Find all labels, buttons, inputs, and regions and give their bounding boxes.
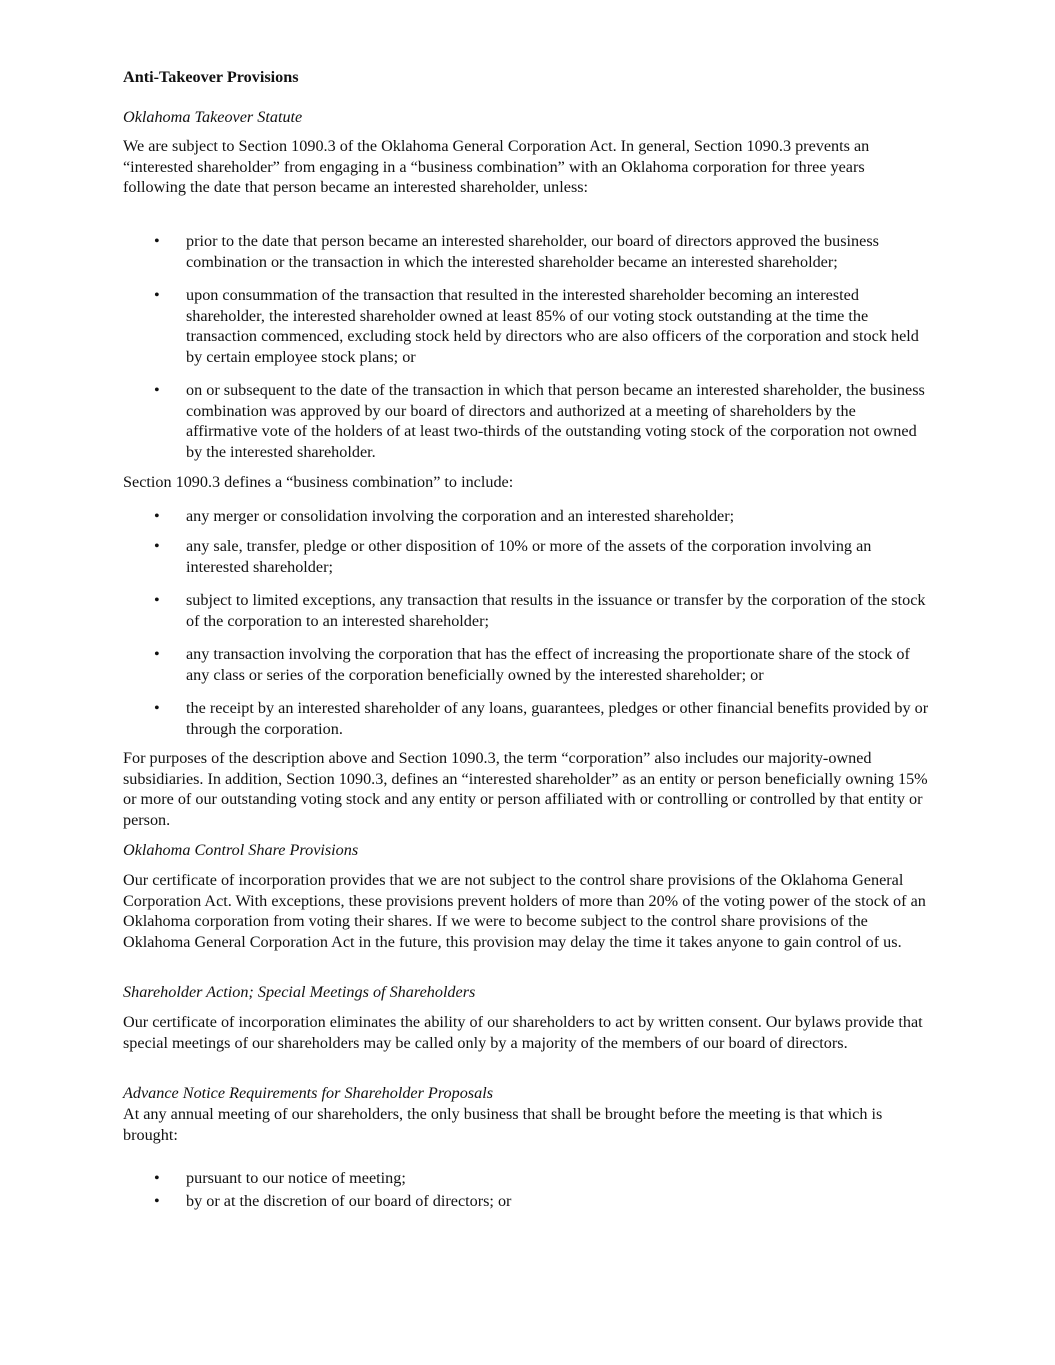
- control-share-paragraph: Our certificate of incorporation provides that we are not subject to the control share provisions of the Oklahoma General Corporation Act. With exceptions, these provisions prevent holders of more than 20% of the voting power of the stock of an Oklahoma corporation from voting their shares. If we were to become subject to the control share provisions of the Oklahoma General Corporation Act in the future, this provision may delay the time it takes anyone to gain control of us.: [123, 871, 926, 951]
- closing-paragraph: For purposes of the description above and Section 1090.3, the term “corporation” also includes our majority-owned subsidiaries. In addition, Section 1090.3, defines an “interested shareholder” as an entity or person beneficially owning 15% or more of our outstanding voting stock and any entity or person affiliated with or controlling or controlled by that entity or person.: [123, 749, 928, 829]
- bullet-icon: •: [154, 591, 160, 609]
- list-item-text: by or at the discretion of our board of directors; or: [186, 1192, 512, 1210]
- list-item-text: on or subsequent to the date of the transaction in which that person became an interested shareholder, the business combination was approved by our board of directors and authorized at a meeting of shareholders by the affirmative vote of the holders of at least two-thirds of the outstanding voting stock of the corporation not owned by the interested shareholder.: [186, 381, 925, 461]
- section-subtitle-advance-notice: Advance Notice Requirements for Shareholder Proposals: [123, 1084, 493, 1102]
- list-item-text: the receipt by an interested shareholder of any loans, guarantees, pledges or other financial benefits provided by or through the corporation.: [186, 699, 929, 738]
- list-item-text: subject to limited exceptions, any transaction that results in the issuance or transfer by the corporation of the stock of the corporation to an interested shareholder;: [186, 591, 926, 630]
- section-subtitle-control-share: Oklahoma Control Share Provisions: [123, 841, 359, 859]
- page-title: Anti-Takeover Provisions: [123, 68, 299, 86]
- list-item-text: prior to the date that person became an interested shareholder, our board of directors approved the business combination or the transaction in which the interested shareholder became an interested shareholder;: [186, 232, 879, 271]
- bullet-icon: •: [154, 645, 160, 663]
- bullet-icon: •: [154, 507, 160, 525]
- bullet-icon: •: [154, 286, 160, 304]
- section-subtitle-takeover-statute: Oklahoma Takeover Statute: [123, 108, 303, 126]
- list-item-text: upon consummation of the transaction that resulted in the interested shareholder becoming an interested shareholder, the interested shareholder owned at least 85% of our voting stock outstanding at the time the transaction commenced, excluding stock held by directors who are also officers of the corporation and stock held by certain employee stock plans; or: [186, 286, 919, 366]
- list-item-text: any transaction involving the corporation that has the effect of increasing the proportionate share of the stock of any class or series of the corporation beneficially owned by the interested shareholder; or: [186, 645, 910, 684]
- bullet-icon: •: [154, 537, 160, 555]
- advance-notice-paragraph: At any annual meeting of our shareholders, the only business that shall be brought before the meeting is that which is brought:: [123, 1105, 883, 1144]
- list-item-text: any merger or consolidation involving the corporation and an interested shareholder;: [186, 507, 735, 525]
- shareholder-action-paragraph: Our certificate of incorporation eliminates the ability of our shareholders to act by written consent. Our bylaws provide that special meetings of our shareholders may be called only by a majority of the members of our board of directors.: [123, 1013, 923, 1052]
- bullet-icon: •: [154, 381, 160, 399]
- definition-intro-paragraph: Section 1090.3 defines a “business combination” to include:: [123, 473, 514, 491]
- section-subtitle-shareholder-action: Shareholder Action; Special Meetings of Shareholders: [123, 983, 476, 1001]
- bullet-icon: •: [154, 1169, 160, 1187]
- bullet-icon: •: [154, 699, 160, 717]
- list-item-text: any sale, transfer, pledge or other disposition of 10% or more of the assets of the corporation involving an interested shareholder;: [186, 537, 872, 576]
- section-intro-paragraph: We are subject to Section 1090.3 of the Oklahoma General Corporation Act. In general, Section 1090.3 prevents an “interested shareholder” from engaging in a “business combination” with an Oklahoma corporation for three years following the date that person became an interested shareholder, unless:: [123, 137, 870, 197]
- list-item-text: pursuant to our notice of meeting;: [186, 1169, 406, 1187]
- bullet-icon: •: [154, 1192, 160, 1210]
- bullet-icon: •: [154, 232, 160, 250]
